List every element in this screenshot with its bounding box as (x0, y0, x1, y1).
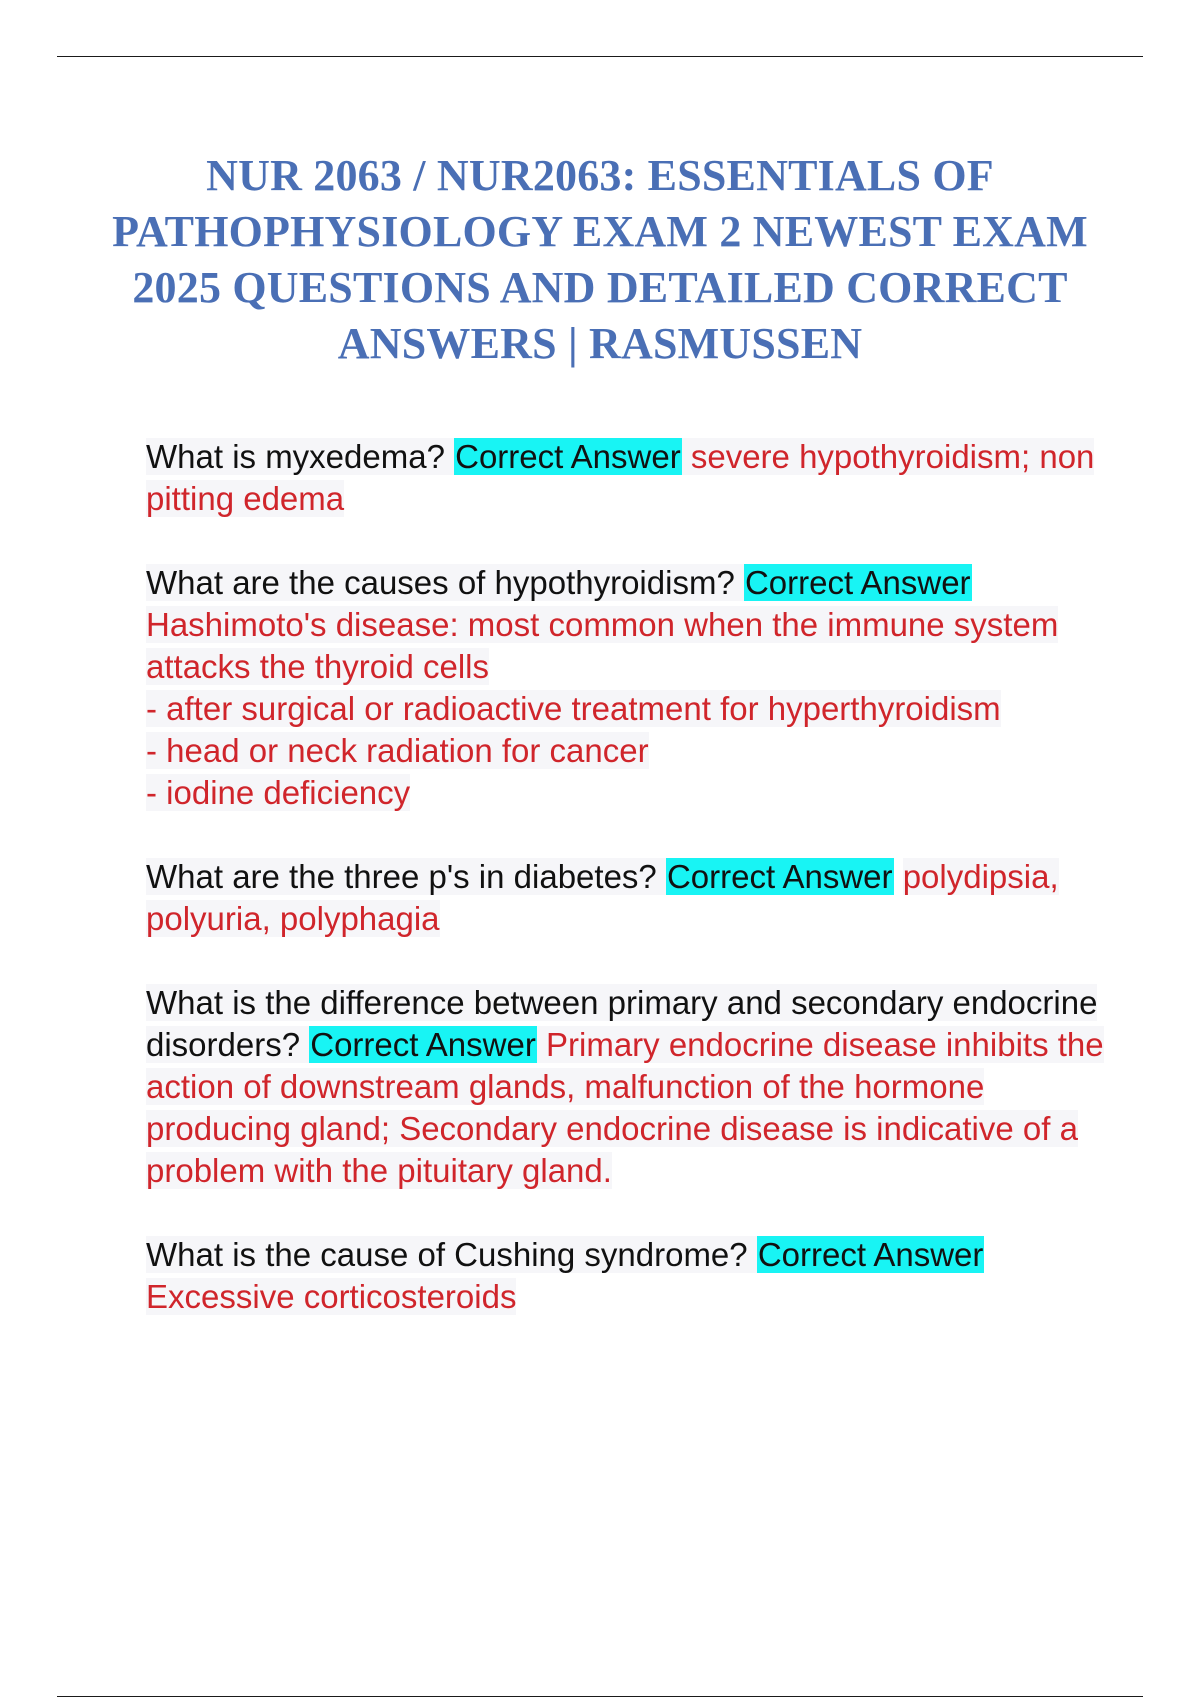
answer-text: Hashimoto's disease: most common when the immune system attacks the thyroid cells (146, 606, 1059, 685)
qa-item (146, 856, 1106, 940)
correct-answer-tag: Correct Answer (310, 1026, 536, 1063)
document-title: NUR 2063 / NUR2063: ESSENTIALS OF PATHOPHYSIOLOGY EXAM 2 NEWEST EXAM 2025 QUESTIONS AND DETAILED CORRECT ANSWERS | RASMUSSEN (112, 151, 1088, 368)
answer-text: Primary endocrine disease inhibits the action of downstream glands, malfunction of the hormone producing gland; Secondary endocrine disease is indicative of a problem with the pituitary gland. (146, 1026, 1104, 1189)
correct-answer-tag: Correct Answer (757, 1236, 984, 1273)
qa-item (146, 1234, 1106, 1318)
question-text: What is the cause of Cushing syndrome? (146, 1236, 757, 1273)
bottom-rule (57, 1696, 1143, 1697)
question-text: What is myxedema? (146, 438, 455, 475)
question-text: What are the causes of hypothyroidism? (146, 564, 744, 601)
qa-list (146, 436, 1106, 1360)
answer-list-item (146, 730, 1106, 772)
answer-text: polydipsia, polyuria, polyphagia (146, 858, 1059, 937)
answer-text: Excessive corticosteroids (146, 1278, 517, 1315)
correct-answer-tag: Correct Answer (455, 438, 681, 475)
answer-list-item-text: - head or neck radiation for cancer (146, 732, 649, 769)
answer-list-item-text: - after surgical or radioactive treatment for hyperthyroidism (146, 690, 1001, 727)
top-rule (57, 56, 1143, 57)
question-text: What is the difference between primary and secondary endocrine disorders? (146, 984, 1098, 1063)
answer-list-item (146, 688, 1106, 730)
answer-list-item-text: - iodine deficiency (146, 774, 411, 811)
question-text: What are the three p's in diabetes? (146, 858, 666, 895)
qa-item (146, 562, 1106, 814)
correct-answer-tag: Correct Answer (744, 564, 971, 601)
answer-list-item (146, 772, 1106, 814)
qa-item (146, 982, 1106, 1192)
correct-answer-tag: Correct Answer (666, 858, 893, 895)
answer-text: severe hypothyroidism; non pitting edema (146, 438, 1095, 517)
qa-item (146, 436, 1106, 520)
